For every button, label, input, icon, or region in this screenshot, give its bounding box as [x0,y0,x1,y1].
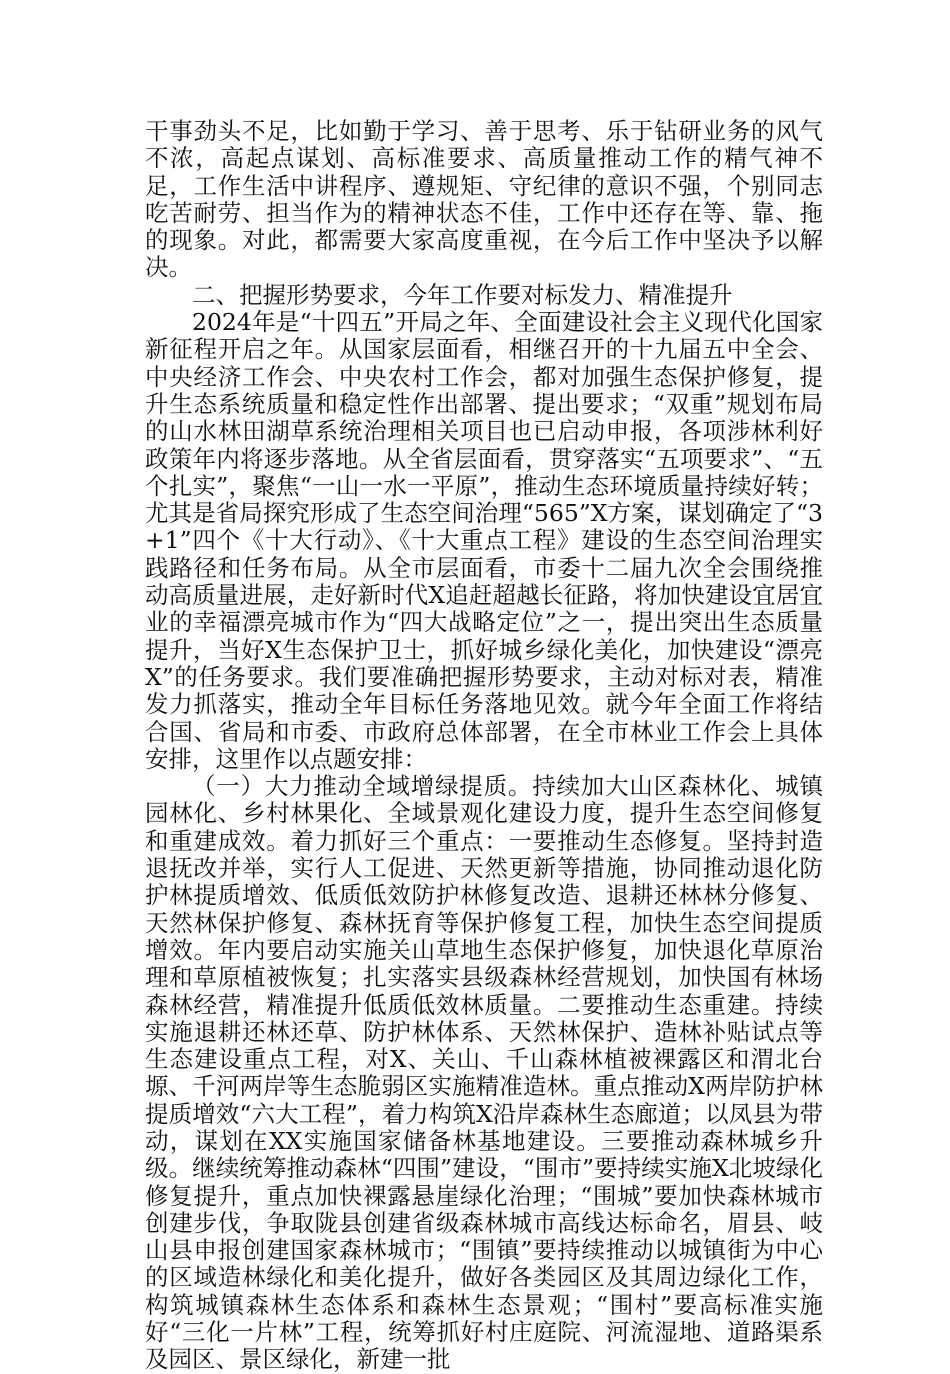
document-page [145,118,823,1374]
paragraph-continued: 干事劲头不足，比如勤于学习、善于思考、乐于钻研业务的风气不浓，高起点谋划、高标准要求、高质量推动工作的精气神不足，工作生活中讲程序、遵规矩、守纪律的意识不强，个别同志吃苦耐劳、担当作为的精神状态不佳，工作中还存在等、靠、拖的现象。对此，都需要大家高度重视，在今后工作中坚决予以解决。 [145,117,823,282]
paragraph-situation: 2024年是“十四五”开局之年、全面建设社会主义现代化国家新征程开启之年。从国家层面看，相继召开的十九届五中全会、中央经济工作会、中央农村工作会，都对加强生态保护修复，提升生态系统质量和稳定性作出部署、提出要求；“双重”规划布局的山水林田湖草系统治理相关项目也已启动申报，各项涉林利好政策年内将逐步落地。从全省层面看，贯穿落实“五项要求”、“五个扎实”，聚焦“一山一水一平原”，推动生态环境质量持续好转；尤其是省局探究形成了生态空间治理“565”X方案，谋划确定了“3+1”四个《十大行动》、《十大重点工程》建设的生态空间治理实践路径和任务布局。从全市层面看，市委十二届九次全会围绕推动高质量进展，走好新时代X追赶超越长征路，将加快建设宜居宜业的幸福漂亮城市作为“四大战略定位”之一，提出突出生态质量提升，当好X生态保护卫士，抓好城乡绿化美化，加快建设“漂亮X”的任务要求。我们要准确把握形势要求，主动对标对表，精准发力抓落实，推动全年目标任务落地见效。就今年全面工作将结合国、省局和市委、市政府总体部署，在全市林业工作会上具体安排，这里作以点题安排： [145,308,823,773]
section-heading: 二、把握形势要求，今年工作要对标发力、精准提升 [192,280,733,309]
paragraph-greening: （一）大力推动全域增绿提质。持续加大山区森林化、城镇园林化、乡村林果化、全域景观化建设力度，提升生态空间修复和重建成效。着力抓好三个重点：一要推动生态修复。坚持封造退抚改并举，实行人工促进、天然更新等措施，协同推动退化防护林提质增效、低质低效防护林修复改造、退耕还林林分修复、天然林保护修复、森林抚育等保护修复工程，加快生态空间提质增效。年内要启动实施关山草地生态保护修复，加快退化草原治理和草原植被恢复；扎实落实县级森林经营规划，加快国有林场森林经营，精准提升低质低效林质量。二要推动生态重建。持续实施退耕还林还草、防护林体系、天然林保护、造林补贴试点等生态建设重点工程，对X、关山、千山森林植被裸露区和渭北台塬、千河两岸等生态脆弱区实施精准造林。重点推动X两岸防护林提质增效“六大工程”，着力构筑X沿岸森林生态廊道；以凤县为带动，谋划在XX实施国家储备林基地建设。三要推动森林城乡升级。继续统筹推动森林“四围”建设，“围市”要持续实施X北坡绿化修复提升，重点加快裸露悬崖绿化治理；“围城”要加快森林城市创建步伐，争取陇县创建省级森林城市高线达标命名，眉县、岐山县申报创建国家森林城市；“围镇”要持续推动以城镇街为中心的区域造林绿化和美化提升，做好各类园区及其周边绿化工作，构筑城镇森林生态体系和森林生态景观；“围村”要高标准实施好“三化一片林”工程，统筹抓好村庄庭院、河流湿地、道路渠系及园区、景区绿化，新建一批 [145,772,823,1374]
